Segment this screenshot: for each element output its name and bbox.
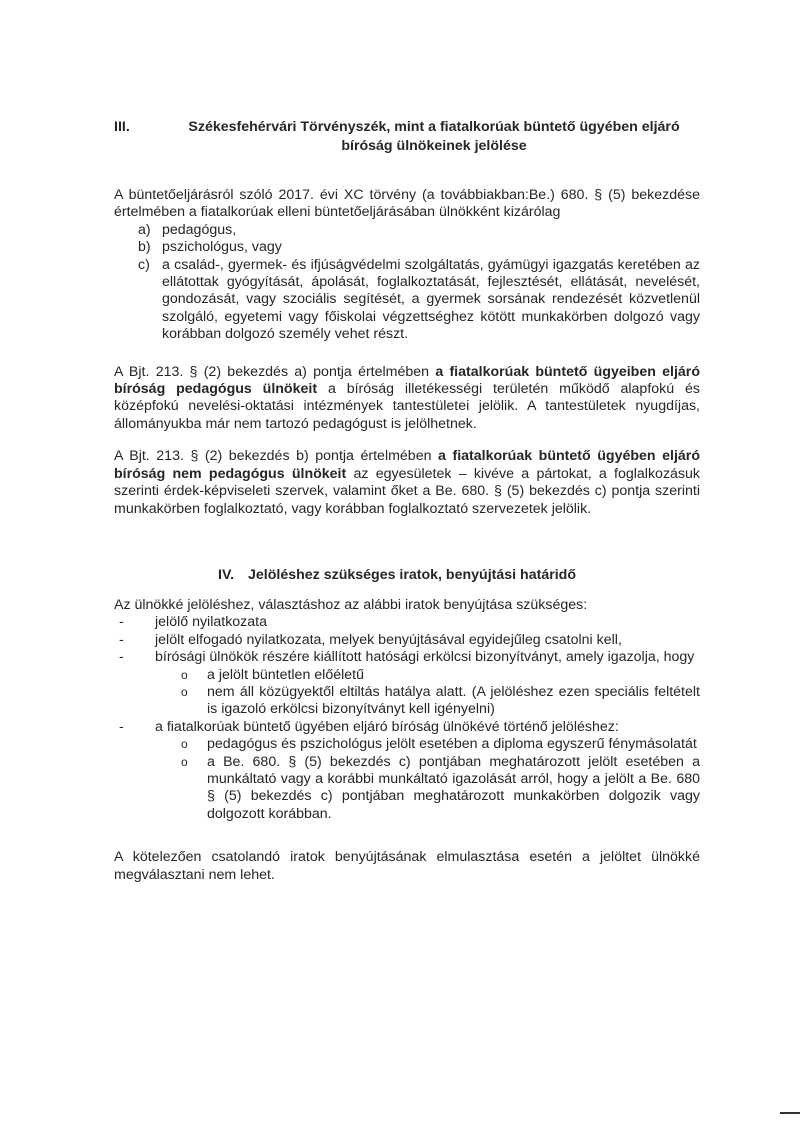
page-content (114, 118, 700, 884)
sub-list-item (181, 736, 700, 753)
page-edge-mark (780, 1112, 800, 1114)
sub-list-item (181, 667, 700, 684)
section-3-paragraph-pedagogue (114, 364, 700, 434)
list-marker: c) (138, 256, 150, 273)
list-item (119, 649, 700, 719)
list-item-text: bírósági ülnökök részére kiállított hatósági erkölcsi bizonyítványt, amely igazolja, hogy (155, 649, 695, 666)
section-3-paragraph-non-pedagogue (114, 448, 700, 518)
section-3-heading (114, 118, 700, 156)
circle-marker: o (181, 684, 188, 699)
sub-list-item-text: nem áll közügyektől eltiltás hatálya alatt. (A jelöléshez ezen speciális feltételt is igazoló erkölcsi bizonyítványt kell igényelni) (207, 683, 700, 718)
section-4-intro: Az ülnökké jelöléshez, választáshoz az alábbi iratok benyújtása szükséges: (114, 596, 588, 613)
section-3-intro: A büntetőeljárásról szóló 2017. évi XC törvény (a továbbiakban:Be.) 680. § (5) bekezdése értelmében a fiatalkorúak elleni büntetőeljárásában ülnökként kizárólag (114, 187, 700, 221)
list-item-text: jelölt elfogadó nyilatkozata, melyek benyújtásával egyidejűleg csatolni kell, (155, 631, 622, 648)
paragraph-bold-text: a fiatalkorúak büntető ügyeiben eljáró bíróság pedagógus ülnökeit (114, 363, 700, 398)
list-item (119, 614, 700, 631)
list-item-text: jelölő nyilatkozata (155, 614, 267, 631)
section-3-title-line-1: Székesfehérvári Törvényszék, mint a fiatalkorúak büntető ügyében eljáró (188, 119, 680, 135)
sub-list-item (181, 684, 700, 719)
list-item (138, 239, 700, 256)
circle-marker: o (181, 754, 188, 769)
list-item (138, 257, 700, 344)
section-3-number: III. (114, 119, 130, 135)
paragraph-text: az egyesületek – kivéve a pártokat, a foglalkozásuk szerinti érdek-képviseleti szervek, valamint őket a Be. 680. § (5) bekezdés c) pontja szerinti munkakörben foglalkoztató, vagy korábban foglalkoztató szervezetek jelölik. (114, 465, 701, 517)
section-3-title-line-2: bíróság ülnökeinek jelölése (341, 138, 527, 154)
list-marker: a) (138, 221, 151, 238)
sub-list-item-text: pedagógus és pszichológus jelölt esetében a diploma egyszerű fénymásolatát (207, 736, 697, 753)
list-item (138, 222, 700, 239)
list-item (119, 632, 700, 649)
dash-marker: - (119, 614, 124, 631)
circle-marker: o (181, 667, 188, 682)
sub-list-item (181, 754, 700, 824)
paragraph-text: A Bjt. 213. § (2) bekezdés a) pontja értelmében (114, 363, 436, 380)
paragraph-text: a bíróság illetékességi területén működő alapfokú és középfokú nevelési-oktatási intézmények tantestületei jelölik. A tantestületek nyugdíjas, állományukba már nem tartozó pedagógust is jelölhetnek. (114, 381, 700, 432)
list-marker: b) (138, 239, 151, 256)
sub-list-item-text: a Be. 680. § (5) bekezdés c) pontjában meghatározott jelölt esetében a munkáltató vagy a korábbi munkáltató igazolását arról, hogy a jelölt a Be. 680 § (5) bekezdés c) pontjában meghatározott munkakörben dolgozik vagy dolgozott korábban. (207, 753, 700, 822)
circle-marker: o (181, 737, 188, 752)
dash-marker: - (119, 631, 124, 648)
list-item-text: a család-, gyermek- és ifjúságvédelmi szolgáltatás, gyámügyi igazgatás keretében az ellátottak gyógyítását, ápolását, foglalkoztatását, fejlesztését, ellátását, nevelését, gondozását, vagy szociális segítését, a gyermek sorsának rendezését közvetlenül szolgáló, egyetemi vagy főiskolai végzettséghez kötött munkakörben dolgozó vagy korábban dolgozó személy vehet részt. (162, 256, 700, 343)
list-item-text: pedagógus, (162, 221, 237, 238)
list-item (119, 719, 700, 823)
required-documents-list (114, 614, 700, 823)
sub-list (155, 736, 700, 823)
list-item-text: pszichológus, vagy (162, 239, 282, 256)
dash-marker: - (119, 718, 124, 735)
section-4-heading (114, 566, 700, 585)
list-item-text: a fiatalkorúak büntető ügyében eljáró bíróság ülnökévé történő jelöléshez: (155, 718, 619, 735)
sub-list (155, 667, 700, 719)
section-4-title: Jelöléshez szükséges iratok, benyújtási határidő (248, 566, 577, 583)
eligibility-list (114, 222, 700, 344)
sub-list-item-text: a jelölt büntetlen előéletű (207, 666, 364, 683)
section-4-closing: A kötelezően csatolandó iratok benyújtásának elmulasztása esetén a jelöltet ülnökké megválasztani nem lehet. (114, 849, 700, 883)
paragraph-text: A Bjt. 213. § (2) bekezdés b) pontja értelmében (114, 448, 439, 465)
dash-marker: - (119, 649, 124, 666)
paragraph-bold-text: a fiatalkorúak büntető ügyében eljáró bíróság nem pedagógus ülnökeit (114, 448, 700, 482)
section-4-number: IV. (218, 566, 235, 583)
